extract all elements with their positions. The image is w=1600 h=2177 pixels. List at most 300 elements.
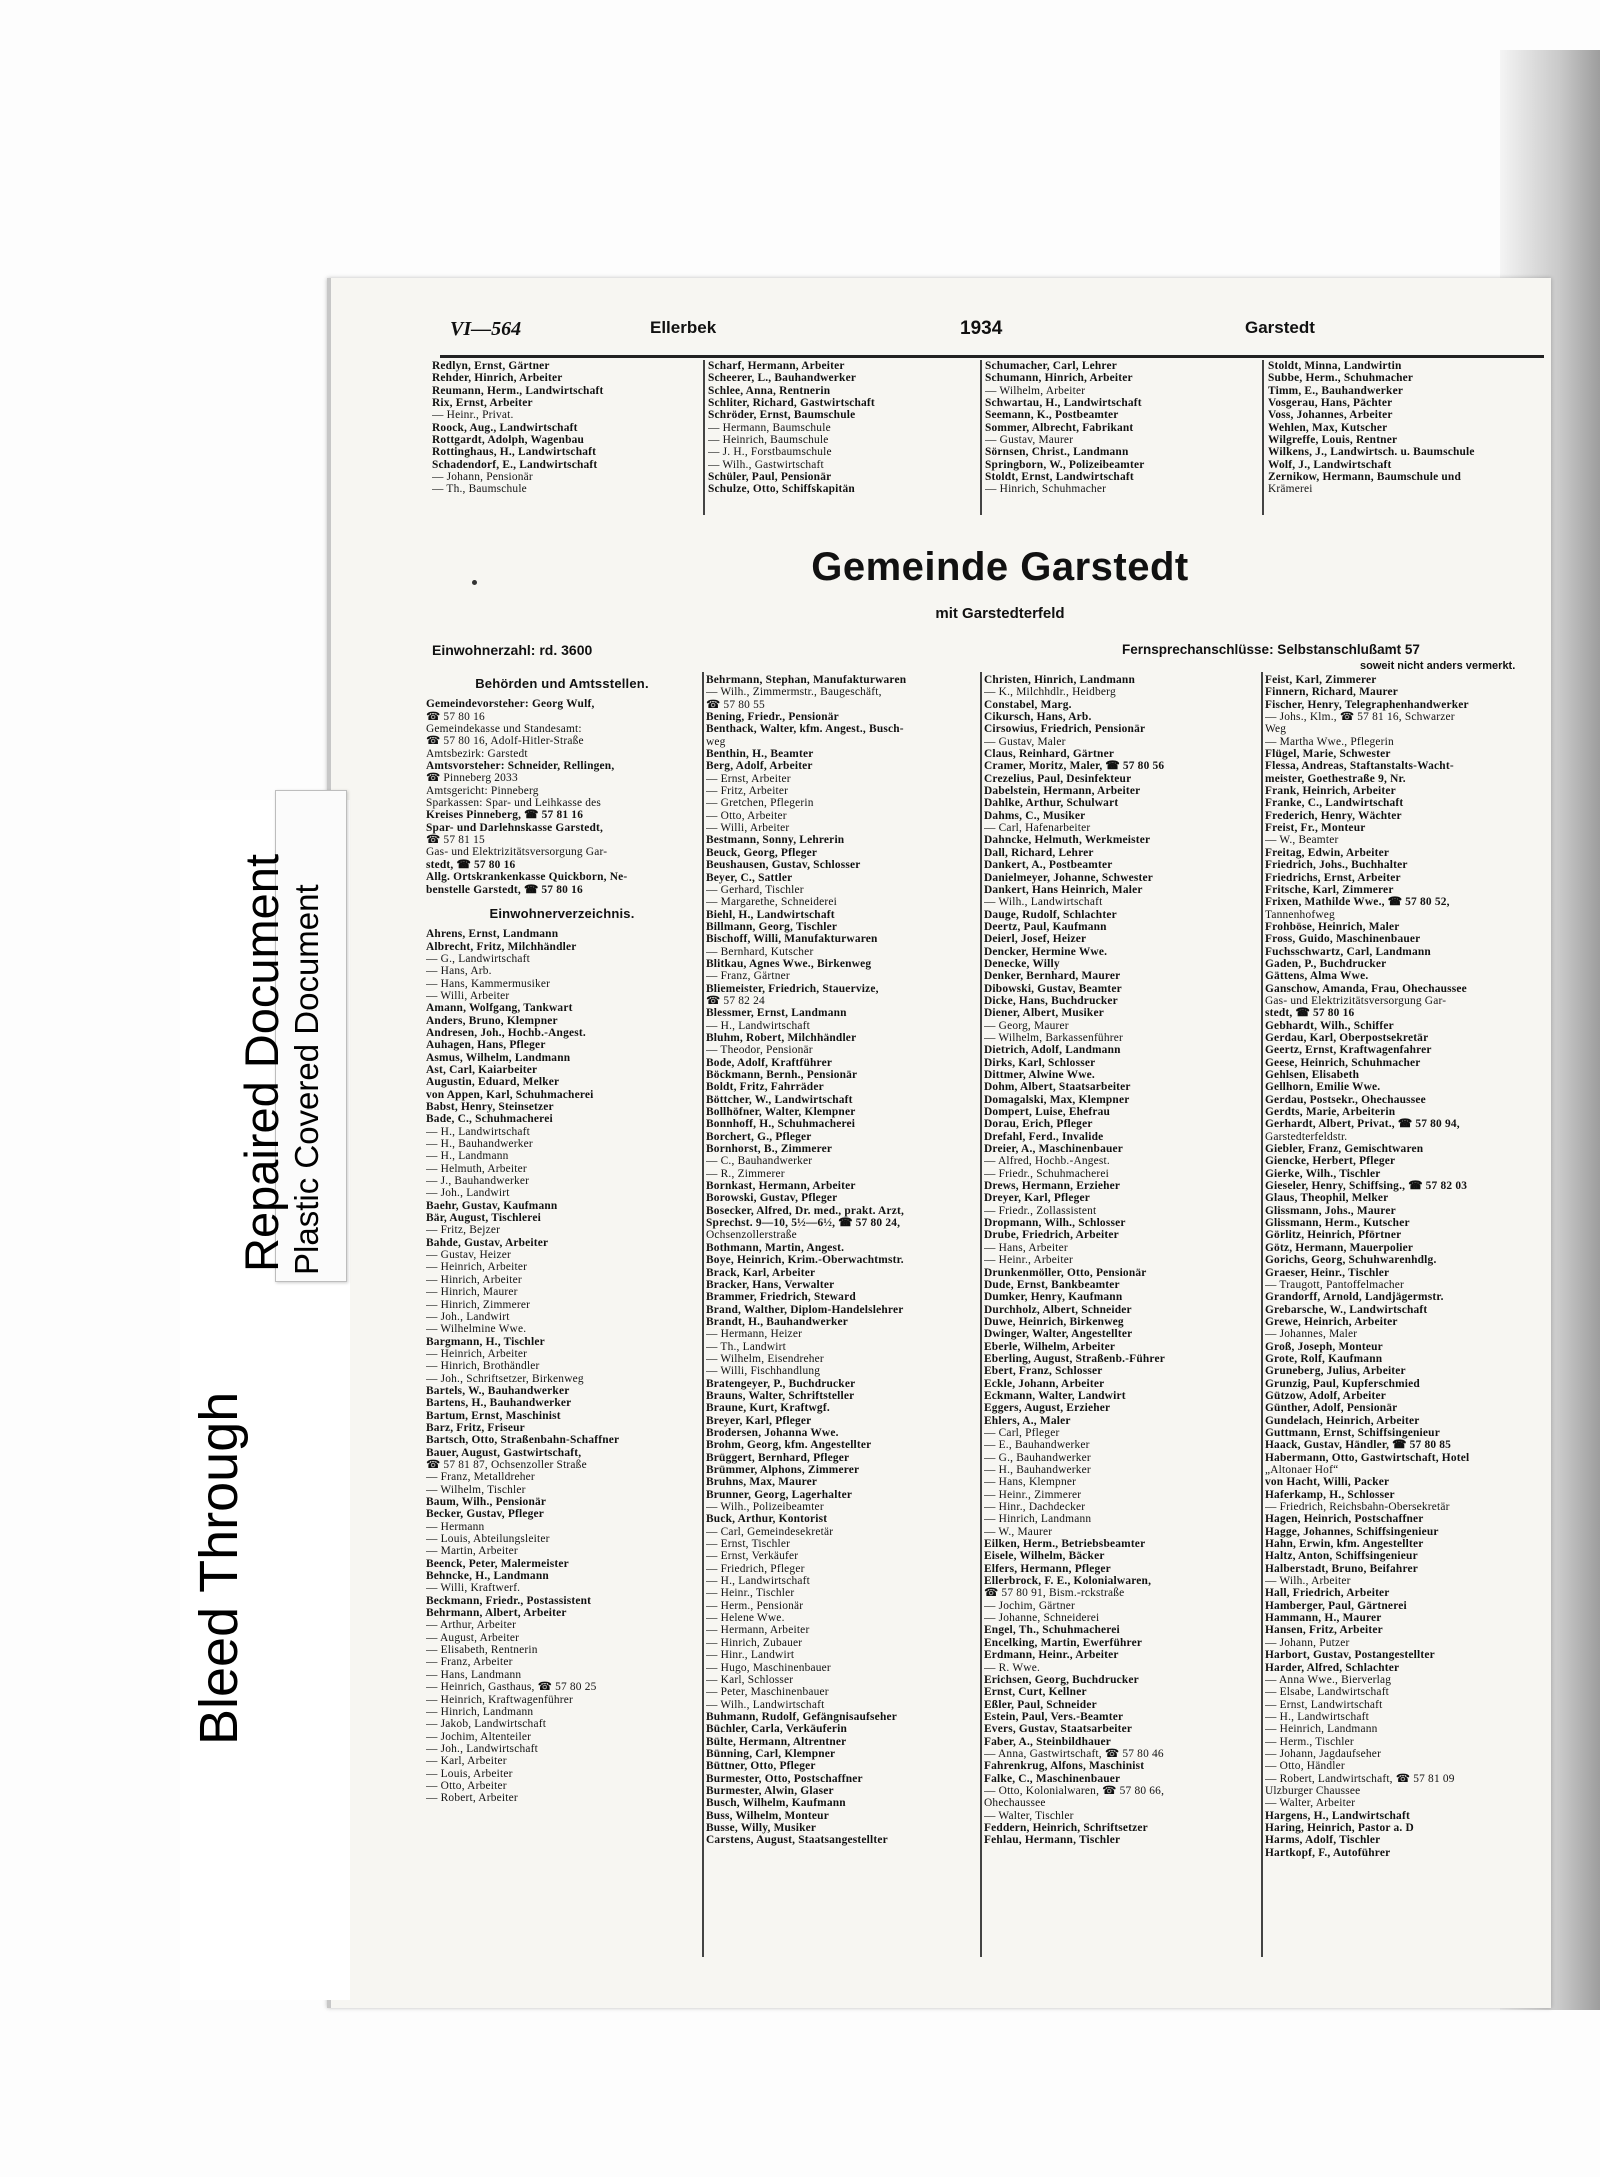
authority-entry: Sparkassen: Spar- und Leihkasse des <box>426 797 602 810</box>
resident-entry: Friedrichs, Ernst, Arbeiter <box>1265 871 1401 884</box>
list-entry: Seemann, K., Postbeamter <box>985 409 1119 422</box>
resident-entry: Ast, Carl, Kaiarbeiter <box>426 1063 538 1076</box>
resident-entry: — August, Arbeiter <box>426 1631 520 1644</box>
resident-entry: von Hacht, Willi, Packer <box>1265 1476 1390 1489</box>
resident-entry: — Heinrich, Gasthaus, ☎ 57 80 25 <box>426 1681 597 1694</box>
resident-entry: Albrecht, Fritz, Milchhändler <box>426 940 577 953</box>
list-entry: — Hinrich, Schuhmacher <box>985 483 1107 496</box>
resident-entry: — Theodor, Pensionär <box>706 1044 813 1057</box>
list-entry: Zernikow, Hermann, Baumschule und <box>1268 471 1461 484</box>
list-entry: Sörnsen, Christ., Landmann <box>985 446 1129 459</box>
top-column-2 <box>708 360 976 496</box>
resident-entry: Hargens, H., Landwirtschaft <box>1265 1809 1410 1822</box>
resident-entry: Dietrich, Adolf, Landmann <box>984 1044 1121 1057</box>
resident-entry: ☎ 57 80 55 <box>706 698 765 711</box>
resident-entry: Faber, A., Steinbildhauer <box>984 1735 1112 1748</box>
resident-entry: Brauns, Walter, Schriftsteller <box>706 1389 855 1402</box>
resident-entry: Deierl, Josef, Heizer <box>984 933 1087 946</box>
resident-entry: — Hinrich, Arbeiter <box>426 1273 522 1286</box>
resident-entry: Brack, Karl, Arbeiter <box>706 1266 816 1279</box>
resident-entry: Gaden, P., Buchdrucker <box>1265 957 1387 970</box>
resident-entry: Gehlsen, Elisabeth <box>1265 1069 1360 1081</box>
resident-entry: — Hinrich, Maurer <box>426 1286 518 1299</box>
resident-entry: Berg, Adolf, Arbeiter <box>706 760 813 773</box>
resident-entry: Denker, Bernhard, Maurer <box>984 970 1121 983</box>
authority-entry: benstelle Garstedt, ☎ 57 80 16 <box>426 883 583 896</box>
resident-entry: Hagge, Johannes, Schiffsingenieur <box>1265 1525 1439 1538</box>
list-entry: Wolf, J., Landwirtschaft <box>1268 458 1392 471</box>
authority-entry: ☎ 57 81 15 <box>426 834 485 847</box>
resident-entry: Babst, Henry, Steinsetzer <box>426 1101 554 1113</box>
list-entry: Schlee, Anna, Rentnerin <box>708 384 831 397</box>
column-2 <box>706 674 978 1847</box>
resident-entry: „Altonaer Hof“ <box>1265 1464 1339 1476</box>
resident-entry: Haferkamp, H., Schlosser <box>1265 1488 1395 1501</box>
resident-entry: Dahncke, Helmuth, Werkmeister <box>984 834 1151 847</box>
resident-entry: — Johann, Jagdaufseher <box>1265 1747 1382 1760</box>
list-entry: Wilkens, J., Landwirtsch. u. Baumschule <box>1268 446 1475 459</box>
resident-entry: — Hinrich, Landmann <box>984 1513 1092 1526</box>
resident-entry: Guttmann, Ernst, Schiffsingenieur <box>1265 1426 1440 1439</box>
resident-entry: — Fritz, Arbeiter <box>706 785 789 798</box>
resident-entry: Benthin, H., Beamter <box>706 748 814 761</box>
resident-entry: Büchler, Carla, Verkäuferin <box>706 1723 848 1736</box>
resident-entry: Freitag, Edwin, Arbeiter <box>1265 846 1390 859</box>
resident-entry: — Anna Wwe., Bierverlag <box>1265 1673 1392 1686</box>
resident-entry: Brüggert, Bernhard, Pfleger <box>706 1451 850 1464</box>
resident-entry: Büttner, Otto, Pfleger <box>706 1760 816 1773</box>
resident-entry: Billmann, Georg, Tischler <box>706 920 838 933</box>
resident-entry: Ganschow, Amanda, Frau, Ohechaussee <box>1265 982 1467 995</box>
resident-entry: Domagalski, Max, Klempner <box>984 1093 1130 1106</box>
resident-entry: — Louis, Abteilungsleiter <box>426 1533 550 1546</box>
resident-entry: — Jakob, Landwirtschaft <box>426 1718 547 1731</box>
resident-entry: Haltz, Anton, Schiffsingenieur <box>1265 1550 1418 1563</box>
resident-entry: — Elisabeth, Rentnerin <box>426 1644 538 1657</box>
resident-entry: Gruneberg, Julius, Arbeiter <box>1265 1365 1406 1378</box>
resident-entry: ☎ 57 82 24 <box>706 994 765 1007</box>
resident-entry: — Gustav, Maler <box>984 735 1066 748</box>
resident-entry: Dencker, Hermine Wwe. <box>984 945 1108 958</box>
resident-entry: Encelking, Martin, Ewerführer <box>984 1636 1143 1649</box>
resident-entry: Behrmann, Stephan, Manufakturwaren <box>706 674 907 686</box>
resident-entry: Diener, Albert, Musiker <box>984 1007 1104 1020</box>
resident-entry: — Otto, Händler <box>1265 1760 1345 1773</box>
resident-entry: Harms, Adolf, Tischler <box>1265 1834 1381 1847</box>
resident-entry: weg <box>706 735 726 748</box>
resident-entry: Drube, Friedrich, Arbeiter <box>984 1229 1119 1242</box>
section-subtitle: mit Garstedterfeld <box>935 605 1065 622</box>
resident-entry: — Margarethe, Schneiderei <box>706 896 837 909</box>
resident-entry: Halberstadt, Bruno, Beifahrer <box>1265 1562 1419 1575</box>
resident-entry: Buss, Wilhelm, Monteur <box>706 1809 829 1822</box>
resident-entry: — Th., Landwirt <box>706 1340 786 1353</box>
resident-entry: Böttcher, W., Landwirtschaft <box>706 1093 853 1106</box>
resident-entry: — Hermann, Heizer <box>706 1328 803 1341</box>
resident-entry: Dittmer, Alwine Wwe. <box>984 1069 1095 1081</box>
resident-entry: Buck, Arthur, Kontorist <box>706 1513 828 1526</box>
resident-entry: Auhagen, Hans, Pfleger <box>426 1039 546 1052</box>
list-entry: Schliter, Richard, Gastwirtschaft <box>708 397 875 410</box>
resident-entry: Geese, Heinrich, Schuhmacher <box>1265 1056 1421 1069</box>
resident-entry: — Friedr., Zollassistent <box>984 1204 1097 1217</box>
resident-entry: Frank, Heinrich, Arbeiter <box>1265 785 1396 798</box>
top-column-3 <box>985 360 1253 496</box>
resident-entry: Gieseler, Henry, Schiffsing., ☎ 57 82 03 <box>1265 1180 1468 1193</box>
list-entry: Scheerer, L., Bauhandwerker <box>708 372 857 385</box>
resident-entry: Giebler, Franz, Gemischtwaren <box>1265 1143 1424 1156</box>
resident-entry: — Elsabe, Landwirtschaft <box>1265 1686 1390 1699</box>
resident-entry: Haring, Heinrich, Pastor a. D <box>1265 1821 1414 1834</box>
resident-entry: — Robert, Landwirtschaft, ☎ 57 81 09 <box>1265 1772 1455 1785</box>
resident-entry: — Fritz, Bejzer <box>426 1224 501 1237</box>
resident-entry: Carstens, August, Staatsangestellter <box>706 1834 888 1847</box>
resident-entry: — Gretchen, Pflegerin <box>706 797 814 810</box>
resident-entry: — Hermann, Arbeiter <box>706 1624 810 1637</box>
resident-entry: Behrmann, Albert, Arbeiter <box>426 1607 567 1620</box>
resident-entry: Asmus, Wilhelm, Landmann <box>426 1051 571 1064</box>
resident-entry: Ehlers, A., Maler <box>984 1414 1071 1427</box>
resident-entry: Weg <box>1265 723 1287 736</box>
resident-entry: Burmester, Alwin, Glaser <box>706 1784 834 1797</box>
resident-entry: — Carl, Gemeindesekretär <box>706 1525 834 1538</box>
list-entry: Springborn, W., Polizeibeamter <box>985 458 1145 471</box>
header-left-place: Ellerbek <box>650 318 717 337</box>
resident-entry: Dropmann, Wilh., Schlosser <box>984 1217 1126 1230</box>
resident-entry: Gerdts, Marie, Arbeiterin <box>1265 1106 1396 1119</box>
resident-entry: — Gerhard, Tischler <box>706 883 804 896</box>
resident-entry: — Wilhelm, Barkassenführer <box>984 1031 1123 1044</box>
resident-entry: Ahrens, Ernst, Landmann <box>426 928 559 941</box>
resident-entry: Bode, Adolf, Kraftführer <box>706 1056 833 1069</box>
resident-entry: — Georg, Maurer <box>984 1019 1069 1032</box>
resident-entry: Dwinger, Walter, Angestellter <box>984 1328 1133 1341</box>
list-entry: — Johann, Pensionär <box>432 471 533 484</box>
resident-entry: — Johannes, Maler <box>1265 1328 1358 1341</box>
top-column-4 <box>1268 360 1543 496</box>
resident-entry: stedt, ☎ 57 80 16 <box>1265 1007 1355 1020</box>
list-entry: Schumann, Hinrich, Arbeiter <box>985 372 1133 385</box>
authority-entry: Amtsgericht: Pinneberg <box>426 784 539 797</box>
resident-entry: Gierke, Wilh., Tischler <box>1265 1167 1381 1180</box>
resident-entry: Biehl, H., Landwirtschaft <box>706 908 835 921</box>
resident-entry: — H., Landwirtschaft <box>426 1125 530 1138</box>
residents-heading: Einwohnerverzeichnis. <box>489 907 635 921</box>
resident-entry: — Hans, Klempner <box>984 1476 1077 1489</box>
list-entry: Roock, Aug., Landwirtschaft <box>432 421 578 434</box>
resident-entry: — Hinr., Landwirt <box>706 1649 795 1662</box>
list-entry: Schumacher, Carl, Lehrer <box>985 360 1117 372</box>
resident-entry: Bargmann, H., Tischler <box>426 1335 545 1348</box>
authority-entry: ☎ Pinneberg 2033 <box>426 772 518 785</box>
resident-entry: Fehlau, Hermann, Tischler <box>984 1834 1121 1847</box>
column-rule <box>702 672 704 1957</box>
resident-entry: Dall, Richard, Lehrer <box>984 846 1094 859</box>
resident-entry: Dreyer, Karl, Pfleger <box>984 1192 1091 1205</box>
resident-entry: — Otto, Kolonialwaren, ☎ 57 80 66, <box>984 1784 1165 1797</box>
resident-entry: Böckmann, Bernh., Pensionär <box>706 1069 858 1081</box>
resident-entry: Beenck, Peter, Malermeister <box>426 1557 569 1570</box>
resident-entry: Graeser, Heinr., Tischler <box>1265 1266 1390 1279</box>
resident-entry: — Willi, Arbeiter <box>706 822 790 835</box>
column-rule <box>980 672 982 1957</box>
resident-entry: — Johs., Klm., ☎ 57 81 16, Schwarzer <box>1265 711 1455 724</box>
resident-entry: Dirks, Karl, Schlosser <box>984 1056 1096 1069</box>
resident-entry: Bornkast, Hermann, Arbeiter <box>706 1180 856 1193</box>
resident-entry: Eisele, Wilhelm, Bäcker <box>984 1550 1105 1563</box>
resident-entry: Drefahl, Ferd., Invalide <box>984 1130 1104 1143</box>
resident-entry: Bartels, W., Bauhandwerker <box>426 1384 570 1397</box>
list-entry: Stoldt, Ernst, Landwirtschaft <box>985 471 1134 484</box>
resident-entry: Busse, Willy, Musiker <box>706 1821 817 1834</box>
list-entry: — Hermann, Baumschule <box>708 421 831 434</box>
list-entry: Sommer, Albrecht, Fabrikant <box>985 421 1134 434</box>
bleed-through-label: Bleed Through <box>189 1391 249 1745</box>
resident-entry: Beushausen, Gustav, Schlosser <box>706 859 861 872</box>
column-1 <box>426 672 698 1805</box>
resident-entry: Gundelach, Heinrich, Arbeiter <box>1265 1414 1420 1427</box>
resident-entry: meister, Goethestraße 9, Nr. <box>1265 772 1406 785</box>
resident-entry: Gorichs, Georg, Schuhwarenhdlg. <box>1265 1254 1437 1267</box>
resident-entry: Behncke, H., Landmann <box>426 1570 549 1583</box>
resident-entry: Ellerbrock, F. E., Kolonialwaren, <box>984 1575 1152 1588</box>
resident-entry: — Franz, Gärtner <box>706 970 790 983</box>
list-entry: Wilgreffe, Louis, Rentner <box>1268 434 1398 447</box>
population-line: Einwohnerzahl: rd. 3600 <box>432 642 593 658</box>
column-4 <box>1265 674 1545 1859</box>
authority-entry: Gemeindekasse und Standesamt: <box>426 723 582 736</box>
resident-entry: Bischoff, Willi, Manufakturwaren <box>706 933 878 946</box>
resident-entry: — Wilhelmine Wwe. <box>426 1323 527 1336</box>
resident-entry: Borowski, Gustav, Pfleger <box>706 1192 838 1205</box>
resident-entry: — Joh., Landwirtschaft <box>426 1742 538 1755</box>
authority-entry: Spar- und Darlehnskasse Garstedt, <box>426 821 604 834</box>
resident-entry: — W., Maurer <box>984 1525 1053 1538</box>
list-entry: Redlyn, Ernst, Gärtner <box>432 360 550 372</box>
resident-entry: — Gustav, Heizer <box>426 1249 512 1262</box>
resident-entry: Andresen, Joh., Hochb.-Angest. <box>426 1026 586 1039</box>
resident-entry: Grunzig, Paul, Kupferschmied <box>1265 1377 1420 1390</box>
resident-entry: — C., Bauhandwerker <box>706 1155 813 1168</box>
resident-entry: ☎ 57 80 91, Bism.-rckstraße <box>984 1587 1125 1600</box>
resident-entry: Frixen, Mathilde Wwe., ☎ 57 80 52, <box>1265 896 1450 909</box>
resident-entry: Tannenhofweg <box>1265 908 1335 921</box>
resident-entry: Bothmann, Martin, Angest. <box>706 1241 845 1254</box>
resident-entry: Dahlke, Arthur, Schulwart <box>984 797 1119 810</box>
resident-entry: Bär, August, Tischlerei <box>426 1212 541 1225</box>
authority-entry: Allg. Ortskrankenkasse Quickborn, Ne- <box>426 871 628 884</box>
resident-entry: Becker, Gustav, Pfleger <box>426 1508 545 1521</box>
resident-entry: Groß, Joseph, Monteur <box>1265 1340 1383 1353</box>
resident-entry: — E., Bauhandwerker <box>984 1439 1090 1452</box>
resident-entry: — Traugott, Pantoffelmacher <box>1265 1278 1405 1291</box>
resident-entry: Franke, C., Landwirtschaft <box>1265 797 1404 810</box>
resident-entry: Blitkau, Agnes Wwe., Birkenweg <box>706 957 872 970</box>
list-entry: — J. H., Forstbaumschule <box>708 446 832 459</box>
resident-entry: Grandorff, Arnold, Landjägermstr. <box>1265 1291 1444 1304</box>
resident-entry: — H., Landwirtschaft <box>706 1019 810 1032</box>
resident-entry: — Herm., Tischler <box>1265 1735 1354 1748</box>
list-entry: Scharf, Hermann, Arbeiter <box>708 360 845 372</box>
resident-entry: Dankert, Hans Heinrich, Maler <box>984 883 1143 896</box>
resident-entry: — Wilh., Landwirtschaft <box>706 1698 825 1711</box>
resident-entry: — Otto, Arbeiter <box>706 809 787 822</box>
resident-entry: Claus, Reinhard, Gärtner <box>984 748 1115 761</box>
resident-entry: Cikursch, Hans, Arb. <box>984 711 1092 724</box>
resident-entry: — H., Landmann <box>426 1150 509 1163</box>
resident-entry: Gerdau, Karl, Oberpostsekretär <box>1265 1031 1429 1044</box>
resident-entry: Engel, Th., Schuhmacherei <box>984 1624 1120 1637</box>
resident-entry: Ebert, Franz, Schlosser <box>984 1365 1103 1378</box>
resident-entry: Dicke, Hans, Buchdrucker <box>984 994 1118 1007</box>
resident-entry: Ohechaussee <box>984 1797 1046 1810</box>
resident-entry: — Ernst, Landwirtschaft <box>1265 1698 1383 1711</box>
resident-entry: — Karl, Schlosser <box>706 1673 794 1686</box>
list-entry: Stoldt, Minna, Landwirtin <box>1268 360 1402 372</box>
list-entry: — Heinrich, Baumschule <box>708 434 829 447</box>
resident-entry: Baum, Wilh., Pensionär <box>426 1496 547 1508</box>
resident-entry: Crezelius, Paul, Desinfekteur <box>984 772 1132 785</box>
column-rule <box>703 360 705 515</box>
authority-entry: ☎ 57 80 16 <box>426 710 485 723</box>
resident-entry: Fahrenkrug, Alfons, Maschinist <box>984 1760 1145 1773</box>
resident-entry: Flügel, Marie, Schwester <box>1265 748 1391 761</box>
resident-entry: — Wilh., Landwirtschaft <box>984 896 1103 909</box>
resident-entry: Dauge, Rudolf, Schlachter <box>984 908 1117 921</box>
resident-entry: Bollhöfner, Walter, Klempner <box>706 1106 856 1119</box>
resident-entry: — Carl, Pfleger <box>984 1426 1060 1439</box>
resident-entry: Dorau, Erich, Pfleger <box>984 1118 1093 1131</box>
resident-entry: Grote, Rolf, Kaufmann <box>1265 1352 1383 1365</box>
resident-entry: Harbort, Gustav, Postangestellter <box>1265 1649 1435 1662</box>
resident-entry: Fischer, Henry, Telegraphenhandwerker <box>1265 698 1469 711</box>
resident-entry: — Willi, Fischhandlung <box>706 1365 821 1378</box>
header-rule <box>440 355 1544 358</box>
resident-entry: Danielmeyer, Johanne, Schwester <box>984 871 1154 884</box>
resident-entry: — Wilh., Arbeiter <box>1265 1575 1351 1588</box>
resident-entry: Gättens, Alma Wwe. <box>1265 970 1369 983</box>
resident-entry: — Joh., Schriftsetzer, Birkenweg <box>426 1372 584 1385</box>
list-entry: Timm, E., Bauhandwerker <box>1268 384 1404 397</box>
resident-entry: Bruhns, Max, Maurer <box>706 1476 818 1489</box>
list-entry: Rottinghaus, H., Landwirtschaft <box>432 446 597 459</box>
list-entry: Rottgardt, Adolph, Wagenbau <box>432 434 585 447</box>
resident-entry: Deertz, Paul, Kaufmann <box>984 920 1107 933</box>
resident-entry: — Heinrich, Landmann <box>1265 1723 1378 1736</box>
resident-entry: — Heinrich, Arbeiter <box>426 1347 528 1360</box>
resident-entry: Hamberger, Paul, Gärtnerei <box>1265 1599 1407 1612</box>
resident-entry: — K., Milchhdlr., Heidberg <box>984 686 1116 699</box>
list-entry: Reumann, Herm., Landwirtschaft <box>432 384 604 397</box>
resident-entry: Bade, C., Schuhmacherei <box>426 1113 553 1126</box>
resident-entry: Dreier, A., Maschinenbauer <box>984 1143 1124 1156</box>
resident-entry: Braune, Kurt, Kraftwgf. <box>706 1402 830 1415</box>
resident-entry: Beuck, Georg, Pfleger <box>706 846 818 859</box>
resident-entry: — Joh., Landwirt <box>426 1310 510 1323</box>
resident-entry: Frederich, Henry, Wächter <box>1265 809 1402 822</box>
column-rule <box>1261 672 1263 1957</box>
list-entry: Subbe, Herm., Schuhmacher <box>1268 372 1414 385</box>
resident-entry: Eberling, August, Straßenb.-Führer <box>984 1352 1165 1365</box>
resident-entry: Bestmann, Sonny, Lehrerin <box>706 834 845 847</box>
resident-entry: Fritsche, Karl, Zimmerer <box>1265 883 1394 896</box>
resident-entry: Finnern, Richard, Maurer <box>1265 686 1399 699</box>
resident-entry: — Helmuth, Arbeiter <box>426 1162 527 1175</box>
resident-entry: Götz, Hermann, Mauerpolier <box>1265 1241 1414 1254</box>
resident-entry: Dabelstein, Hermann, Arbeiter <box>984 785 1141 798</box>
column-rule <box>980 360 982 515</box>
resident-entry: — Karl, Arbeiter <box>426 1755 507 1768</box>
column-3 <box>984 674 1260 1847</box>
resident-entry: — G., Landwirtschaft <box>426 952 530 965</box>
phone-exchange-line: Fernsprechanschlüsse: Selbstanschlußamt 57 <box>1122 642 1420 657</box>
list-entry: Voss, Johannes, Arbeiter <box>1268 409 1393 422</box>
resident-entry: Brandt, H., Bauhandwerker <box>706 1315 849 1328</box>
resident-entry: Friedrich, Johs., Buchhalter <box>1265 859 1408 872</box>
resident-entry: Drunkenmöller, Otto, Pensionär <box>984 1266 1147 1279</box>
resident-entry: — Willi, Kraftwerf. <box>426 1582 521 1595</box>
list-entry: Krämerei <box>1268 483 1313 496</box>
resident-entry: Hartkopf, F., Autoführer <box>1265 1846 1391 1859</box>
resident-entry: — Hans, Landmann <box>426 1668 522 1681</box>
resident-entry: Habermann, Otto, Gastwirtschaft, Hotel <box>1265 1451 1470 1464</box>
resident-entry: ☎ 57 81 87, Ochsenzoller Straße <box>426 1458 587 1471</box>
resident-entry: — Joh., Landwirt <box>426 1187 510 1200</box>
resident-entry: — Walter, Arbeiter <box>1265 1797 1356 1810</box>
resident-entry: — Hugo, Maschinenbauer <box>706 1661 831 1674</box>
resident-entry: Harder, Alfred, Schlachter <box>1265 1661 1400 1674</box>
list-entry: Rehder, Hinrich, Arbeiter <box>432 372 563 385</box>
resident-entry: Bosecker, Alfred, Dr. med., prakt. Arzt, <box>706 1204 905 1217</box>
resident-entry: Boye, Heinrich, Krim.-Oberwachtmstr. <box>706 1254 904 1267</box>
resident-entry: — Friedrich, Reichsbahn-Obersekretär <box>1265 1501 1450 1514</box>
list-entry: Rix, Ernst, Arbeiter <box>432 397 533 410</box>
authority-entry: Amtsvorsteher: Schneider, Rellingen, <box>426 760 615 773</box>
list-entry: Schwartau, H., Landwirtschaft <box>985 397 1142 410</box>
resident-entry: Grebarsche, W., Landwirtschaft <box>1265 1303 1428 1316</box>
resident-entry: — J., Bauhandwerker <box>426 1175 530 1188</box>
resident-entry: — Hinr., Dachdecker <box>984 1501 1086 1514</box>
list-entry: — Heinr., Privat. <box>432 409 514 422</box>
resident-entry: — Heinrich, Arbeiter <box>426 1261 528 1274</box>
resident-entry: Brümmer, Alphons, Zimmerer <box>706 1464 860 1476</box>
resident-entry: Dompert, Luise, Ehefrau <box>984 1106 1111 1119</box>
resident-entry: Feist, Karl, Zimmerer <box>1265 674 1377 686</box>
resident-entry: Frohböse, Heinrich, Maler <box>1265 920 1400 933</box>
resident-entry: — Alfred, Hochb.-Angest. <box>984 1155 1110 1168</box>
header-right-place: Garstedt <box>1245 318 1315 337</box>
resident-entry: — Wilhelm, Eisendreher <box>706 1352 824 1365</box>
list-entry: — Wilhelm, Arbeiter <box>985 384 1086 397</box>
resident-entry: — Ernst, Tischler <box>706 1538 791 1551</box>
resident-entry: — Hinrich, Landmann <box>426 1705 534 1718</box>
resident-entry: — Ernst, Verkäufer <box>706 1550 799 1563</box>
authorities-heading: Behörden und Amtsstellen. <box>475 678 649 691</box>
bullet-mark <box>472 580 477 585</box>
resident-entry: Dibowski, Gustav, Beamter <box>984 982 1122 995</box>
resident-entry: Dohm, Albert, Staatsarbeiter <box>984 1081 1131 1094</box>
plastic-covered-label: Plastic Covered Document <box>288 884 325 1275</box>
resident-entry: Bünning, Carl, Klempner <box>706 1747 836 1760</box>
list-entry: — Wilh., Gastwirtschaft <box>708 458 824 471</box>
resident-entry: Anders, Bruno, Klempner <box>426 1014 558 1027</box>
resident-entry: — Otto, Arbeiter <box>426 1779 507 1792</box>
section-title: Gemeinde Garstedt <box>811 545 1189 589</box>
page-number: VI—564 <box>450 318 522 340</box>
resident-entry: — Willi, Arbeiter <box>426 989 510 1002</box>
resident-entry: Brand, Walther, Diplom-Handelslehrer <box>706 1303 904 1316</box>
resident-entry: Sprechst. 9—10, 5½—6½, ☎ 57 80 24, <box>706 1217 901 1230</box>
